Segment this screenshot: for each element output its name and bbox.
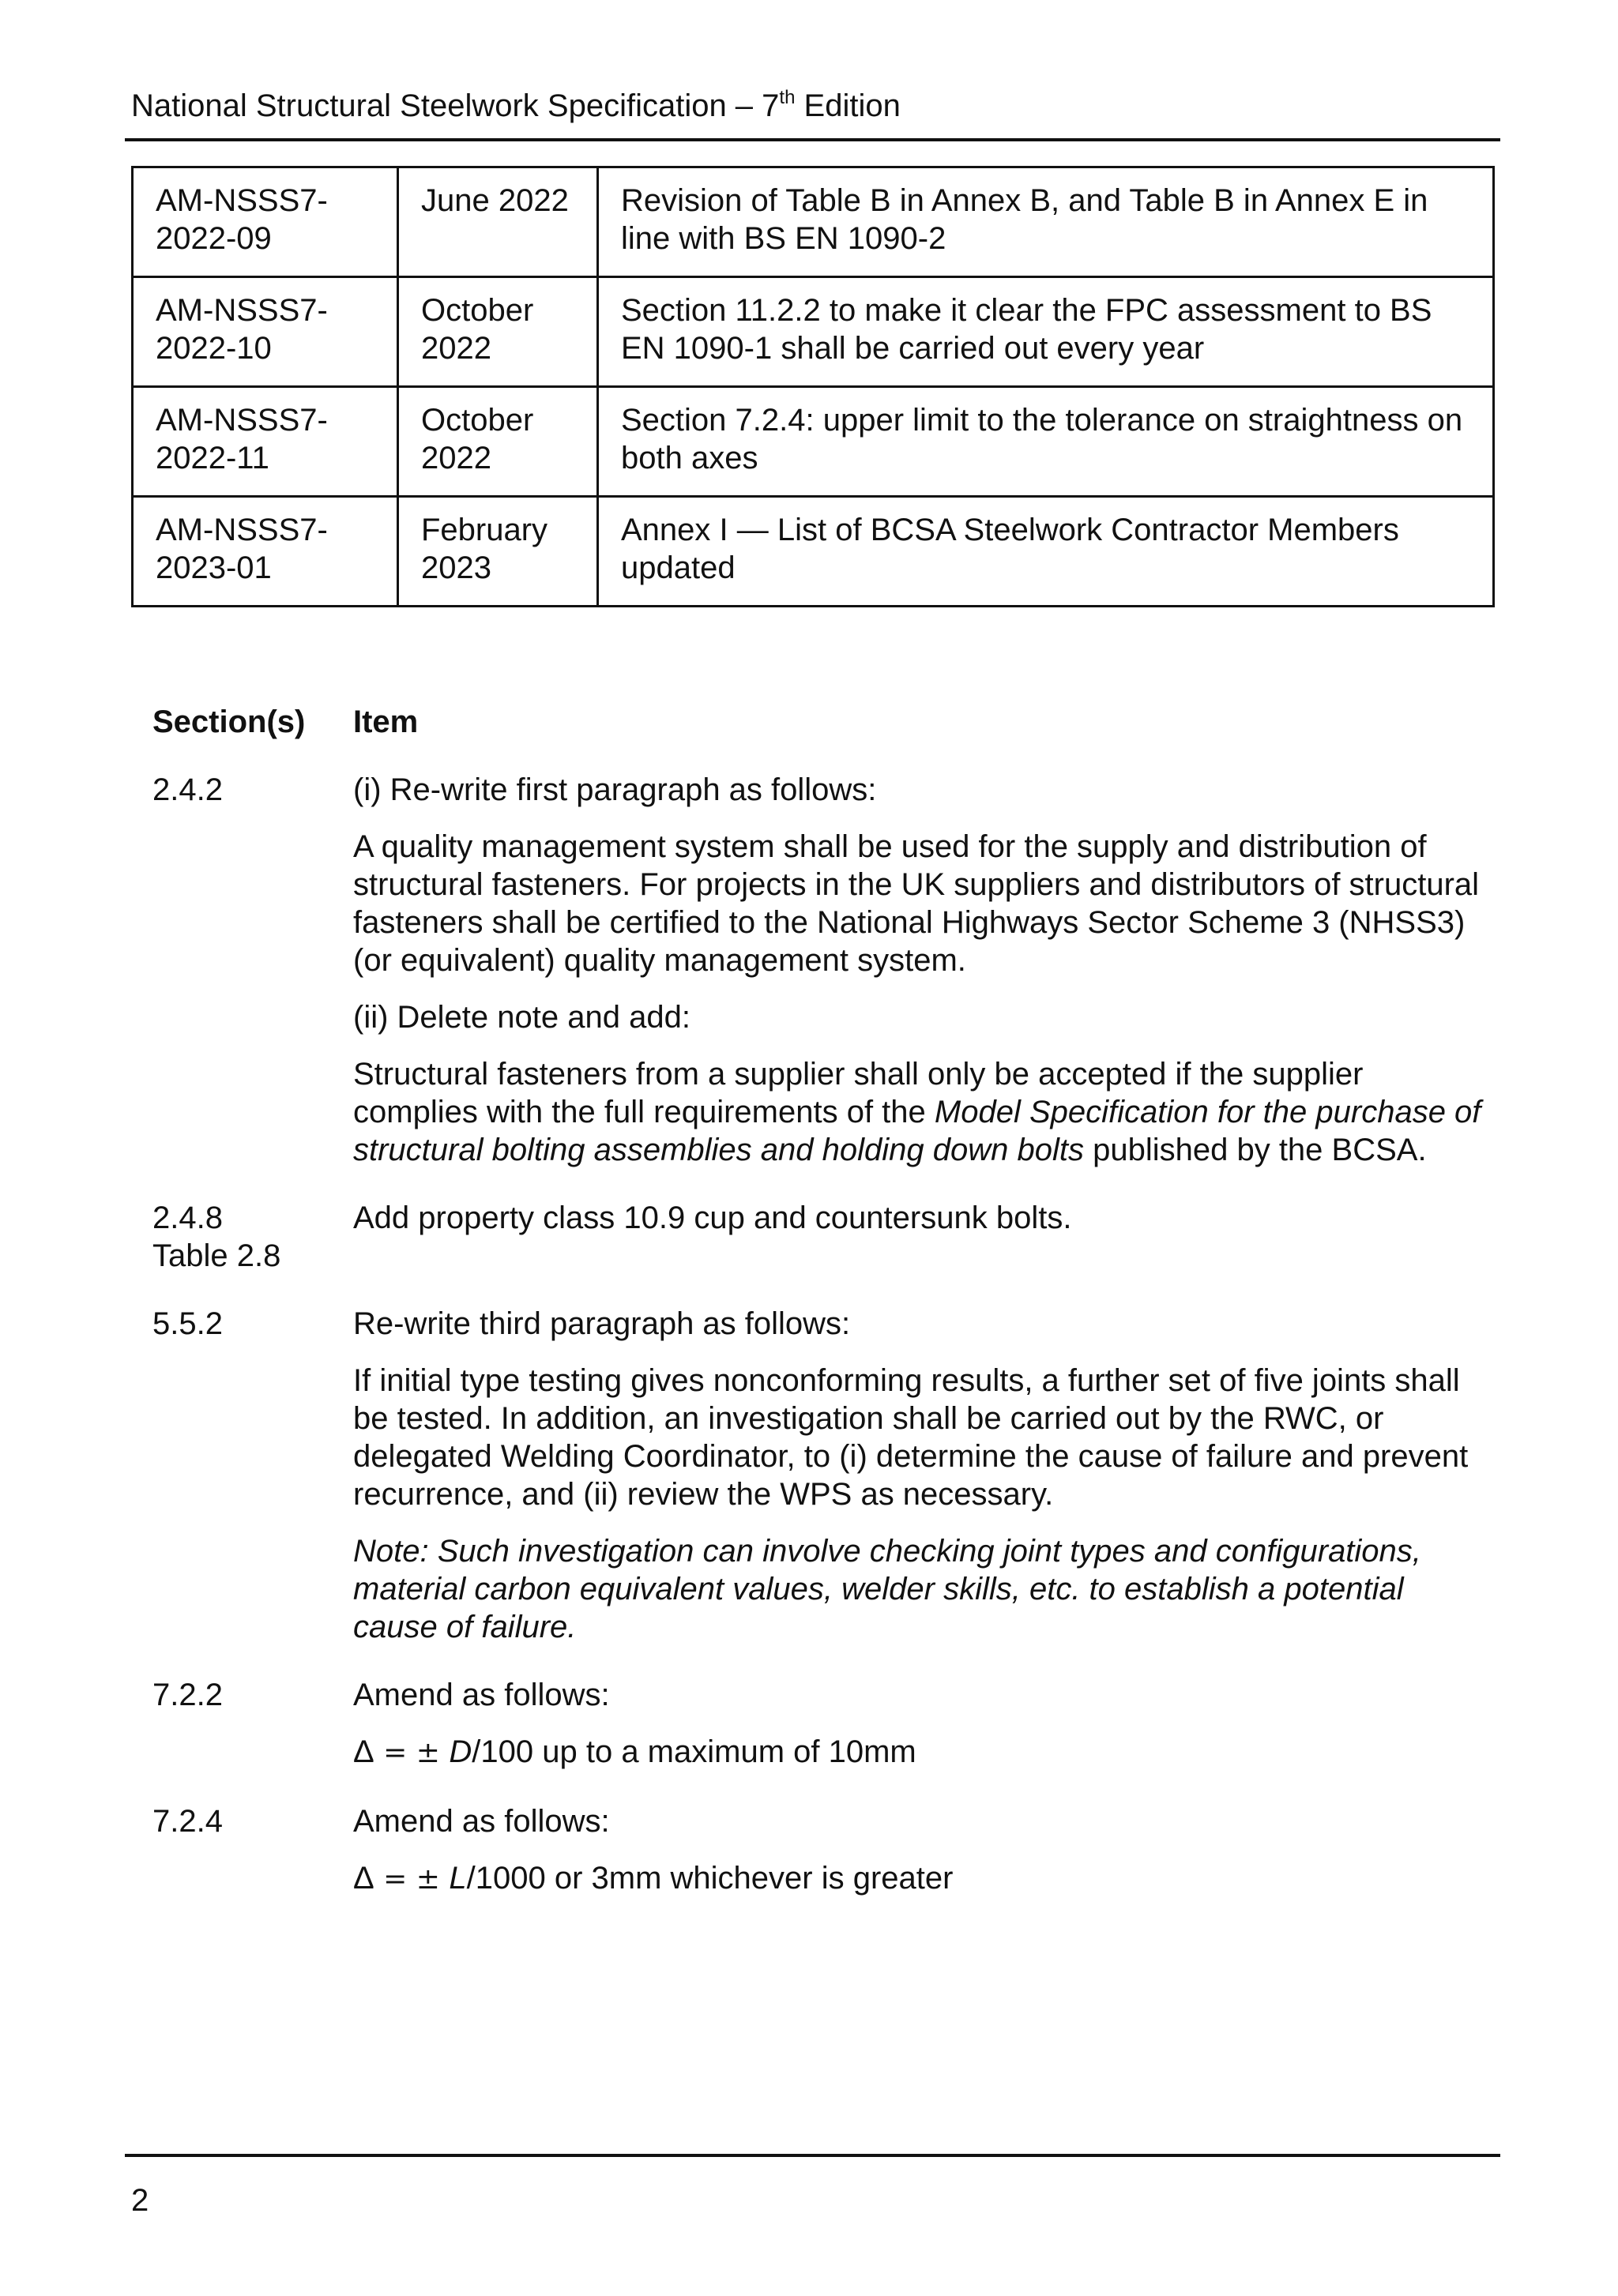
item-paragraph: (ii) Delete note and add: — [353, 1000, 690, 1035]
tolerance-equation — [353, 1733, 1496, 1772]
equation-variable: L — [449, 1861, 467, 1896]
section-number: 7.2.4 — [152, 1804, 223, 1839]
item-paragraph: Amend as follows: — [353, 1804, 610, 1839]
amendment-ref: AM-NSSS7-2023-01 — [133, 497, 398, 607]
equation-operators: = ± — [374, 1737, 450, 1769]
header-rule — [125, 138, 1500, 141]
item-text — [353, 1305, 1496, 1646]
header-title-superscript: th — [779, 87, 796, 108]
header-title-end: Edition — [795, 88, 901, 123]
delta-symbol: Δ — [353, 1861, 374, 1896]
footer-rule — [125, 2154, 1500, 2157]
amendments-table — [131, 166, 1495, 607]
paragraph-text: Structural fasteners from a supplier shall only be accepted if the supplier complies with the full requirements of the — [353, 1057, 1364, 1129]
items-header — [152, 703, 1496, 741]
item-paragraph: Add property class 10.9 cup and countersunk bolts. — [353, 1201, 1072, 1235]
section-number: 2.4.2 — [152, 772, 223, 807]
header-title-main: National Structural Steelwork Specification – 7 — [131, 88, 780, 123]
equation-rest: /100 up to a maximum of 10mm — [472, 1734, 916, 1769]
amendment-items — [152, 703, 1496, 1929]
item-paragraph: A quality management system shall be used for the supply and distribution of structural fasteners. For projects in the UK suppliers and distributors of structural fasteners shall be certified to the National Highways Sector Scheme 3 (NHSS3) (or equivalent) quality management system. — [353, 829, 1480, 978]
table-row — [133, 277, 1494, 387]
tolerance-equation — [353, 1859, 1496, 1899]
item-paragraph: Amend as follows: — [353, 1678, 610, 1712]
item-column-heading: Item — [353, 705, 419, 739]
section-number-line: Table 2.8 — [152, 1238, 281, 1273]
amendment-date: October 2022 — [398, 277, 598, 387]
item-note — [353, 1532, 1496, 1646]
amendment-description: Section 11.2.2 to make it clear the FPC assessment to BS EN 1090-1 shall be carried out every year — [598, 277, 1494, 387]
section-number: 5.5.2 — [152, 1306, 223, 1341]
equation-rest: /1000 or 3mm whichever is greater — [466, 1861, 954, 1896]
item-5-5-2 — [152, 1305, 1496, 1646]
table-row — [133, 497, 1494, 607]
item-text — [353, 771, 1496, 1169]
note-text: Note: Such investigation can involve checking joint types and configurations, material carbon equivalent values, welder skills, etc. to establish a potential cause of failure. — [353, 1534, 1421, 1644]
amendment-date: June 2022 — [398, 167, 598, 277]
specification-title: Model Specification for the purchase of structural bolting assemblies and holding down bolts — [353, 1095, 1481, 1167]
paragraph-text: published by the BCSA. — [1083, 1133, 1427, 1167]
item-7-2-2 — [152, 1676, 1496, 1772]
item-2-4-2 — [152, 771, 1496, 1169]
item-paragraph: Re-write third paragraph as follows: — [353, 1306, 851, 1341]
amendment-description: Revision of Table B in Annex B, and Table B in Annex E in line with BS EN 1090-2 — [598, 167, 1494, 277]
equation-operators: = ± — [374, 1863, 450, 1896]
section-number: 7.2.2 — [152, 1678, 223, 1712]
amendment-description: Annex I — List of BCSA Steelwork Contractor Members updated — [598, 497, 1494, 607]
item-paragraph: If initial type testing gives nonconforming results, a further set of five joints shall be tested. In addition, an investigation shall be carried out by the RWC, or delegated Welding Coordinator, to (i) determine the cause of failure and prevent recurrence, and (ii) review the WPS as necessary. — [353, 1363, 1469, 1512]
delta-symbol: Δ — [353, 1734, 374, 1769]
table-row — [133, 387, 1494, 497]
amendment-ref: AM-NSSS7-2022-10 — [133, 277, 398, 387]
running-header — [131, 85, 901, 126]
amendment-ref: AM-NSSS7-2022-09 — [133, 167, 398, 277]
item-2-4-8 — [152, 1199, 1496, 1275]
section-number — [152, 1199, 353, 1275]
item-text — [353, 1676, 1496, 1772]
page-number: 2 — [131, 2183, 149, 2218]
item-text — [353, 1199, 1496, 1275]
amendment-date: February 2023 — [398, 497, 598, 607]
section-column-heading: Section(s) — [152, 705, 306, 739]
item-text — [353, 1802, 1496, 1899]
equation-variable: D — [449, 1734, 472, 1769]
amendment-description: Section 7.2.4: upper limit to the tolerance on straightness on both axes — [598, 387, 1494, 497]
item-7-2-4 — [152, 1802, 1496, 1899]
amendment-ref: AM-NSSS7-2022-11 — [133, 387, 398, 497]
amendment-date: October 2022 — [398, 387, 598, 497]
section-number-line: 2.4.8 — [152, 1201, 223, 1235]
item-paragraph: (i) Re-write first paragraph as follows: — [353, 772, 877, 807]
item-paragraph — [353, 1055, 1496, 1169]
table-row — [133, 167, 1494, 277]
